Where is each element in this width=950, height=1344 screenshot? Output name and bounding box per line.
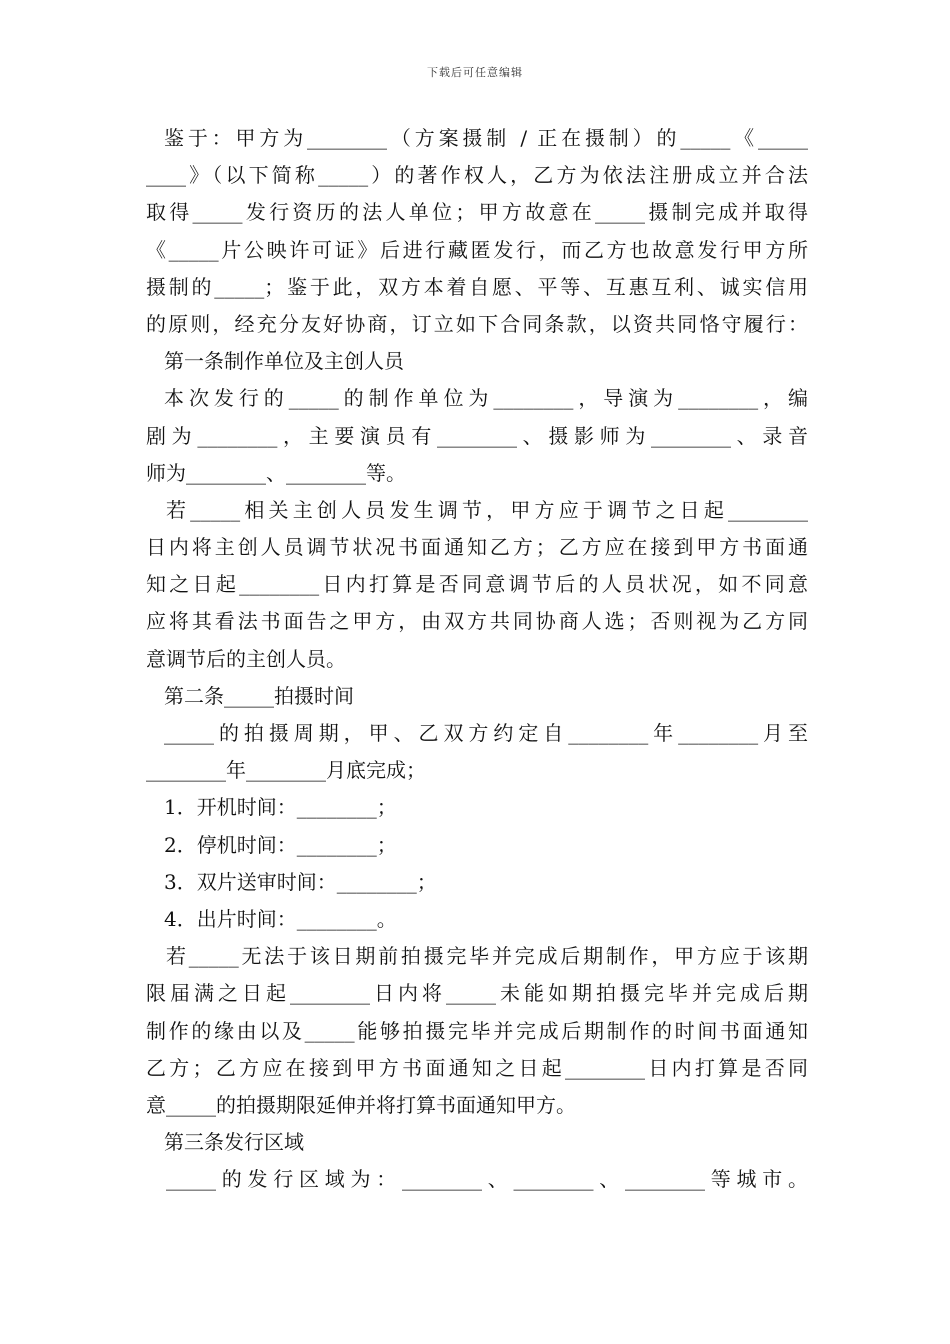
paragraph-line: 应将其看法书面告之甲方，由双方共同协商人选；否则视为乙方同	[146, 609, 808, 634]
list-item: 2．停机时间：________；	[164, 832, 397, 857]
section-heading: 第三条发行区域	[164, 1130, 304, 1155]
paragraph-line: 取得_____发行资历的法人单位；甲方故意在_____摄制完成并取得	[146, 200, 808, 225]
list-item: 4．出片时间：________。	[164, 906, 397, 931]
paragraph-line: 若_____相关主创人员发生调节，甲方应于调节之日起________	[166, 497, 808, 522]
paragraph-line: 限届满之日起________日内将_____未能如期拍摄完毕并完成后期	[146, 981, 808, 1006]
paragraph-line: 《_____片公映许可证》后进行藏匿发行，而乙方也故意发行甲方所	[146, 237, 808, 262]
paragraph-line: 意调节后的主创人员。	[146, 646, 346, 671]
paragraph-line: ____》（以下简称_____）的著作权人，乙方为依法注册成立并合法	[146, 163, 808, 188]
paragraph-line: 鉴于：甲方为________（方案摄制 / 正在摄制）的_____《_____	[164, 126, 808, 150]
paragraph-line: _____的发行区域为：________、________、________等城市。	[166, 1167, 808, 1192]
section-heading: 第二条_____拍摄时间	[164, 683, 354, 708]
list-item: 3．双片送审时间：________；	[164, 869, 437, 894]
paragraph-line: 剧为________，主要演员有________、摄影师为________、录音	[146, 423, 808, 448]
section-heading: 第一条制作单位及主创人员	[164, 349, 404, 374]
paragraph-line: 乙方；乙方应在接到甲方书面通知之日起________日内打算是否同	[146, 1055, 808, 1080]
paragraph-line: 意_____的拍摄期限延伸并将打算书面通知甲方。	[146, 1092, 576, 1117]
paragraph-line: 本次发行的_____的制作单位为________，导演为________，编	[164, 386, 808, 411]
list-item: 1．开机时间：________；	[164, 795, 397, 820]
paragraph-line: 知之日起________日内打算是否同意调节后的人员状况，如不同意	[146, 572, 808, 597]
paragraph-line: _____的拍摄周期，甲、乙双方约定自________年________月至	[164, 721, 808, 745]
paragraph-line: 的原则，经充分友好协商，订立如下合同条款，以资共同恪守履行：	[146, 311, 808, 336]
document-body	[146, 120, 808, 1198]
paragraph-line: 师为________、________等。	[146, 460, 406, 485]
page-header: 下载后可任意编辑	[427, 66, 523, 79]
paragraph-line: 制作的缘由以及_____能够拍摄完毕并完成后期制作的时间书面通知	[146, 1018, 808, 1043]
paragraph-line: ________年________月底完成；	[146, 758, 426, 783]
paragraph-line: 若_____无法于该日期前拍摄完毕并完成后期制作，甲方应于该期	[166, 944, 808, 969]
paragraph-line: 摄制的_____；鉴于此，双方本着自愿、平等、互惠互利、诚实信用	[146, 274, 808, 299]
paragraph-line: 日内将主创人员调节状况书面通知乙方；乙方应在接到甲方书面通	[146, 535, 808, 560]
